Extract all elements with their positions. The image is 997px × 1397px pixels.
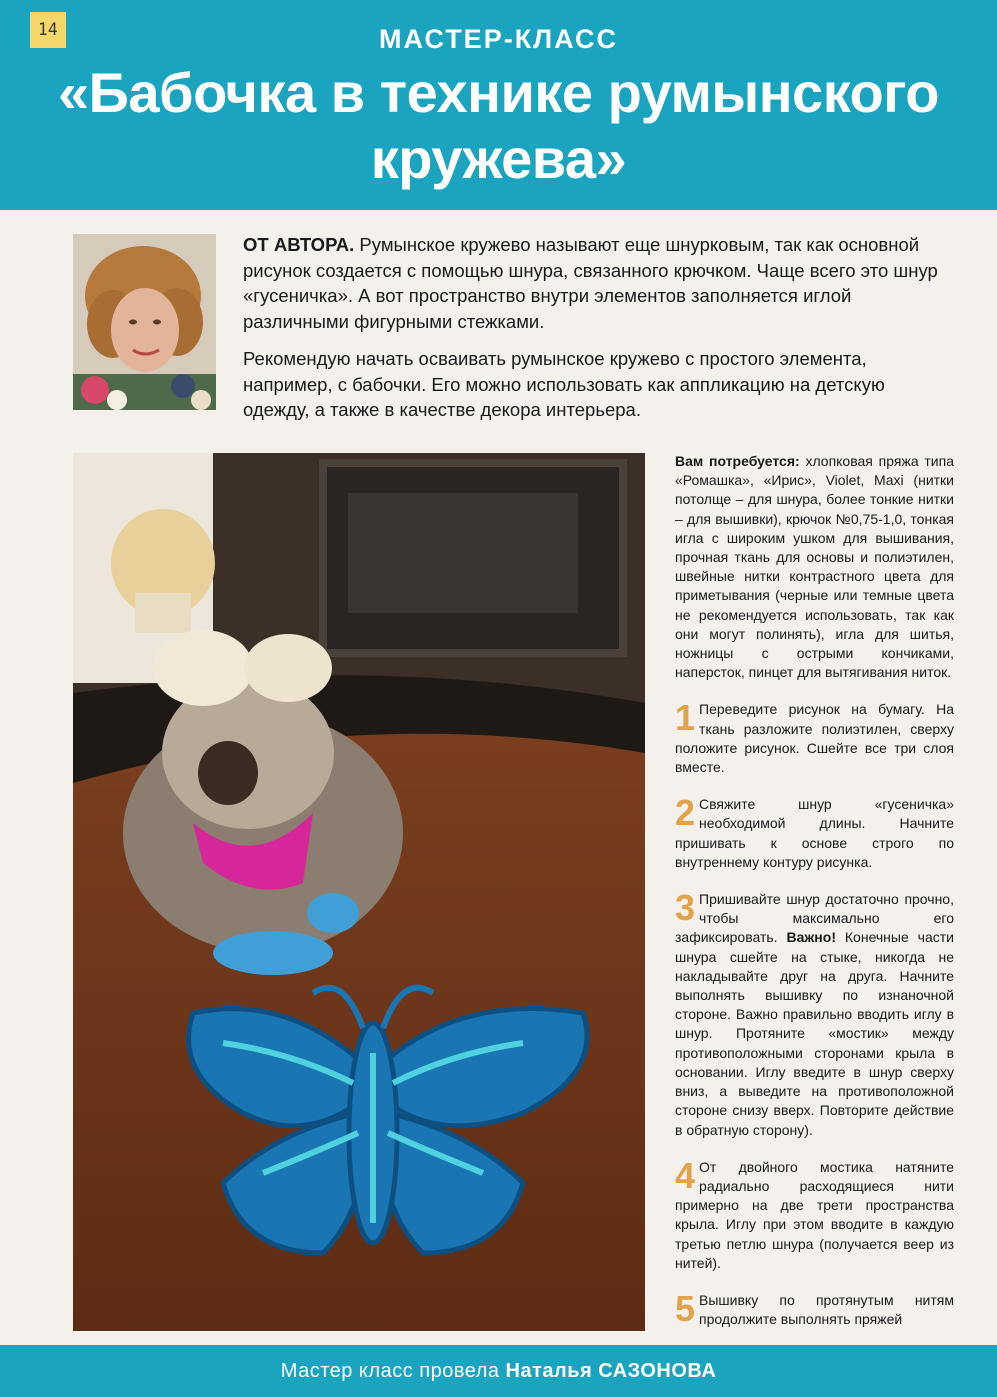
intro-text-1: Румынское кружево называют еще шнурковым, так как основной рисунок создается с помощью шнура, связанного крючком. Чаще всего это шнур «гусеничка». А вот пространство внутри элементов заполняется иглой различными фигурными стежками. <box>243 234 938 332</box>
step-number-1: 1 <box>675 697 696 739</box>
step-text-4: От двойного мостика натяните радиально расходящиеся нити примерно на две трети пространства крыла. Иглу при этом вводите в каждую третью петлю шнура (получается веер из нитей). <box>675 1158 954 1271</box>
materials-paragraph <box>675 452 954 682</box>
step-text-5: Вышивку по протянутым нитям продолжите выполнять пряжей <box>699 1291 954 1328</box>
step-2 <box>675 792 954 872</box>
page-title <box>0 60 997 192</box>
intro-paragraph-1 <box>243 232 953 334</box>
author-intro <box>243 232 953 435</box>
footer-prefix: Мастер класс провела <box>280 1359 500 1382</box>
materials-lead: Вам потребуется: <box>675 453 800 469</box>
step-number-4: 4 <box>675 1154 696 1196</box>
title-line-1: «Бабочка в технике румынского <box>57 61 939 124</box>
footer-credit <box>0 1345 997 1397</box>
header-banner <box>0 0 997 210</box>
step-3 <box>675 887 954 1140</box>
materials-text: хлопковая пряжа типа «Ромашка», «Ирис», Violet, Maxi (нитки потолще – для шнура, более тонкие нитки – для вышивки), крючок №0,75-1,0, тонкая игла с широким ушком для вышивания, прочная ткань для основы и полиэтилен, швейные нитки контрастного цвета для приметывания (черные или темные цвета не рекомендуется использовать, так как они могут полинять), игла для шитья, ножницы с острыми кончиками, наперсток, пинцет для вытягивания ниток. <box>675 453 954 681</box>
intro-paragraph-2: Рекомендую начать осваивать румынское кружево с простого элемента, например, с бабочки. Его можно использовать как аппликацию на детскую одежду, а также в качестве декора интерьера. <box>243 348 885 420</box>
step-1 <box>675 697 954 777</box>
step-number-3: 3 <box>675 887 696 929</box>
butterfly-photo <box>73 453 645 1331</box>
page-number: 14 <box>30 12 66 48</box>
butterfly-photo-image <box>73 453 645 1331</box>
step-text-1: Переведите рисунок на бумагу. На ткань разложите полиэтилен, сверху положите рисунок. Сшейте все три слоя вместе. <box>675 701 954 776</box>
step-4 <box>675 1154 954 1273</box>
step-5 <box>675 1287 954 1329</box>
author-portrait-image <box>73 234 216 410</box>
author-portrait <box>73 234 216 410</box>
footer-author: Наталья САЗОНОВА <box>505 1359 717 1382</box>
intro-lead: ОТ АВТОРА. <box>243 234 355 255</box>
step-text-3b: Конечные части шнура сшейте на стыке, никогда не накладывайте друг на друга. Начните выполнять вышивку по изнаночной стороне. Важно правильно вводить иглу в шнур. Протяните «мостик» между противоположными сторонами крыла в основании. Иглу введите в шнур сверху вниз, а выведите на противоположной стороне снизу вверх. Повторите действие в обратную сторону). <box>675 929 954 1138</box>
step-number-2: 2 <box>675 792 696 834</box>
step-text-3a: Пришивайте шнур достаточно прочно, чтобы максимально его зафиксировать. <box>675 891 954 946</box>
step-number-5: 5 <box>675 1287 696 1329</box>
section-kicker: МАСТЕР-КЛАСС <box>379 24 618 54</box>
step-3-warning: Важно! <box>786 929 836 946</box>
step-text-2: Свяжите шнур «гусеничка» необходимой длины. Начните пришивать к основе строго по внутреннему контуру рисунка. <box>675 796 954 870</box>
title-line-2: кружева» <box>370 127 627 190</box>
instructions-column <box>675 452 954 1347</box>
